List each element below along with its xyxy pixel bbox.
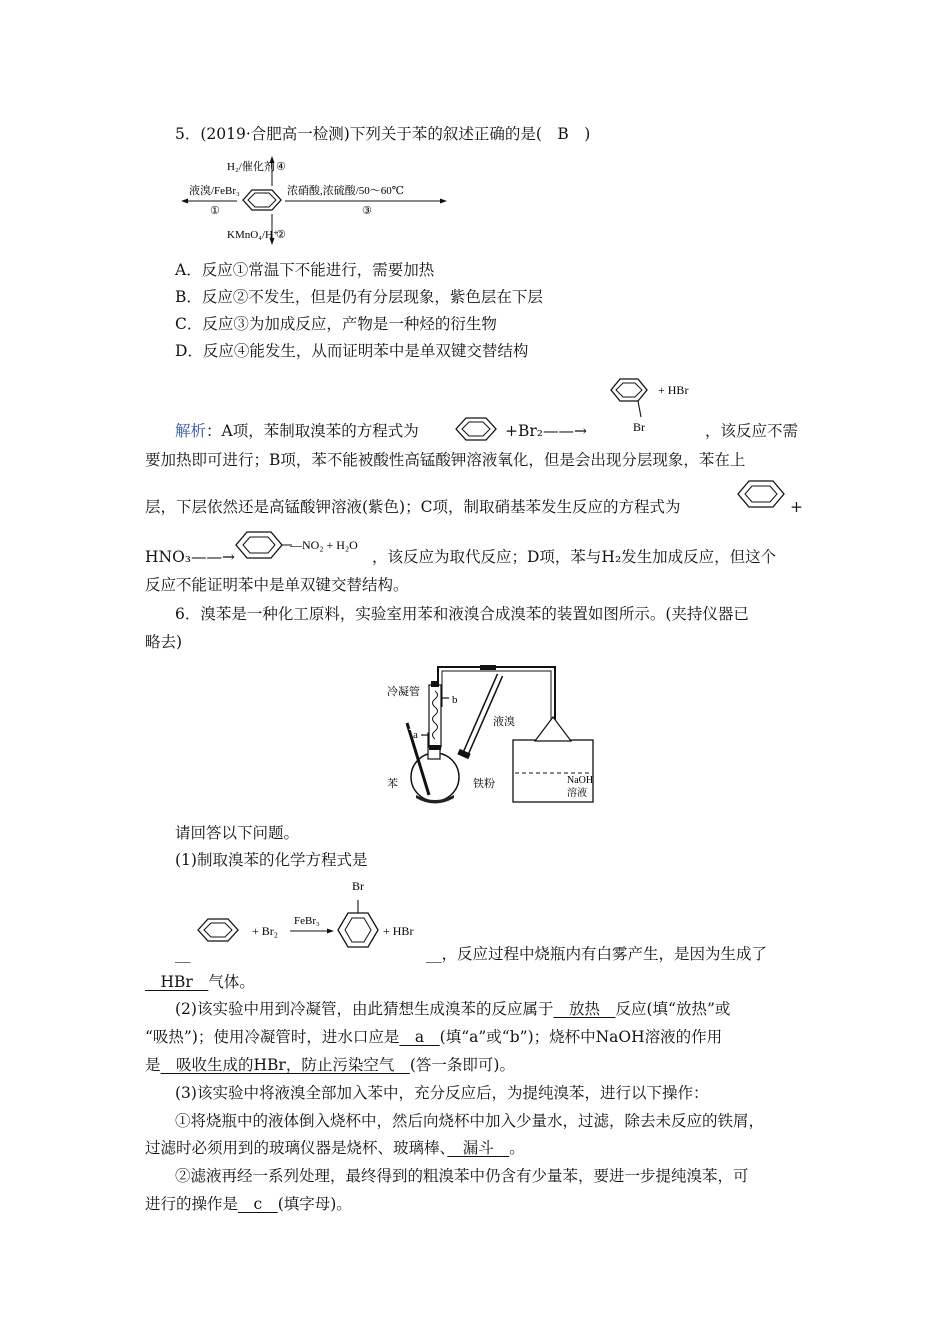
analysis-line-2: 要加热即可进行；B项，苯不能被酸性高锰酸钾溶液氧化，但是会出现分层现象，苯在上 [145,451,746,469]
analysis-br2-arrow: +Br₂——→ [505,422,587,440]
scheme-n1: ① [210,205,220,217]
q6-part2-line2: “吸热”)；使用冷凝管时，进水口应是 a (填“a”或“b”)；烧杯中NaOH溶液的作用 [145,1028,723,1046]
q6-stem-1: 6．溴苯是一种化工原料，实验室用苯和液溴合成溴苯的装置如图所示。(夹持仪器已 [175,605,749,623]
eq-catalyst: FeBr₃ [294,915,320,927]
answer-naoh-role: 吸收生成的HBr，防止污染空气 [160,1056,410,1074]
answer-funnel: 漏斗 [447,1139,510,1157]
solution-label: 溶液 [567,788,587,799]
q6-part3: (3)该实验中将液溴全部加入苯中，充分反应后，为提纯溴苯，进行以下操作： [175,1084,709,1102]
q6-part1: (1)制取溴苯的化学方程式是 [175,851,368,869]
iron-powder-label: 铁粉 [473,778,495,790]
nitro-product: —NO₂ + H₂O [290,538,358,552]
analysis-hno3: HNO₃——→ [145,548,235,566]
q6-part3-a-line2: 过滤时必须用到的玻璃仪器是烧杯、玻璃棒、 漏斗 。 [145,1139,525,1157]
naoh-label: NaOH [567,775,594,786]
analysis-line-1-end: ，该反应不需 [705,422,799,440]
q6-part3-b-line2: 进行的操作是 c (填字母)。 [145,1195,352,1213]
scheme-h2-label: H₂/催化剂 [227,161,275,173]
scheme-n2: ② [276,229,286,241]
hbr-product: + HBr [658,383,689,397]
liquid-bromine-label: 液溴 [493,716,515,728]
scheme-nitro-label: 浓硝酸,浓硫酸/50～60℃ [287,185,405,197]
q6-part3-a-line1: ①将烧瓶中的液体倒入烧杯中，然后向烧杯中加入少量水，过滤，除去未反应的铁屑， [175,1112,765,1130]
inlet-b-label: b [452,694,458,706]
eq-br: Br [352,879,364,893]
analysis-line-5: 反应不能证明苯中是单双键交替结构。 [145,576,409,594]
q5-option-a: A．反应①常温下不能进行，需要加热 [175,261,435,279]
scheme-br-label: 液溴/FeBr₃ [189,185,240,197]
analysis-label: 解析 [175,422,207,440]
q6-part1-line2: __，反应过程中烧瓶内有白雾产生，是因为生成了 [426,945,768,963]
q6-part2-line1: (2)该实验中用到冷凝管，由此猜想生成溴苯的反应属于 放热 反应(填“放热”或 [175,1000,731,1018]
scheme-n4: ④ [276,161,286,173]
q5-option-c: C．反应③为加成反应，产物是一种烃的衍生物 [175,315,497,333]
q6-part3-b-line1: ②滤液再经一系列处理，最终得到的粗溴苯中仍含有少量苯，要进一步提纯溴苯，可 [175,1167,749,1185]
answer-c: c [238,1195,278,1213]
scheme-n3: ③ [362,205,372,217]
benzene-ring-icon [243,190,281,210]
q5-option-d: D．反应④能发生，从而证明苯中是单双键交替结构 [175,342,529,360]
analysis-line-3: 层，下层依然还是高锰酸钾溶液(紫色)；C项，制取硝基苯发生反应的方程式为 [145,498,681,516]
analysis-plus: + [790,498,803,516]
eq-hbr: + HBr [383,924,414,938]
bromination-equation [190,874,430,958]
q6-intro: 请回答以下问题。 [175,824,300,842]
benzene-reaction-scheme [175,152,465,252]
inlet-a-label: a [413,729,418,741]
answer-exothermic: 放热 [553,1000,616,1018]
answer-hbr: HBr [145,973,209,991]
apparatus-diagram [385,655,615,807]
bromobenzene-structure [605,370,705,436]
analysis-line-4: ，该反应为取代反应；D项，苯与H₂发生加成反应，但这个 [372,548,777,566]
q6-part1-line3: HBr 气体。 [145,973,255,991]
q6-part1-blank-start: __ [175,945,191,963]
q5-option-b: B．反应②不发生，但是仍有分层现象，紫色层在下层 [175,288,543,306]
answer-inlet-a: a [399,1028,440,1046]
condenser-label: 冷凝管 [387,686,420,698]
benzene-ring-icon [735,477,787,511]
eq-br2: + Br₂ [252,924,278,938]
analysis-line-1: 解析：A项，苯制取溴苯的方程式为 [175,422,419,440]
benzene-ring-icon [452,414,500,444]
br-substituent: Br [633,420,645,434]
scheme-kmno4-label: KMnO₄/H⁺ [227,229,279,241]
q6-stem-2: 略去) [145,633,183,651]
benzene-label: 苯 [387,778,398,790]
q6-part2-line3: 是 吸收生成的HBr，防止污染空气 (答一条即可)。 [145,1056,515,1074]
nitrobenzene-structure [232,528,372,564]
q5-stem: 5．(2019·合肥高一检测)下列关于苯的叙述正确的是( B ) [175,125,591,143]
